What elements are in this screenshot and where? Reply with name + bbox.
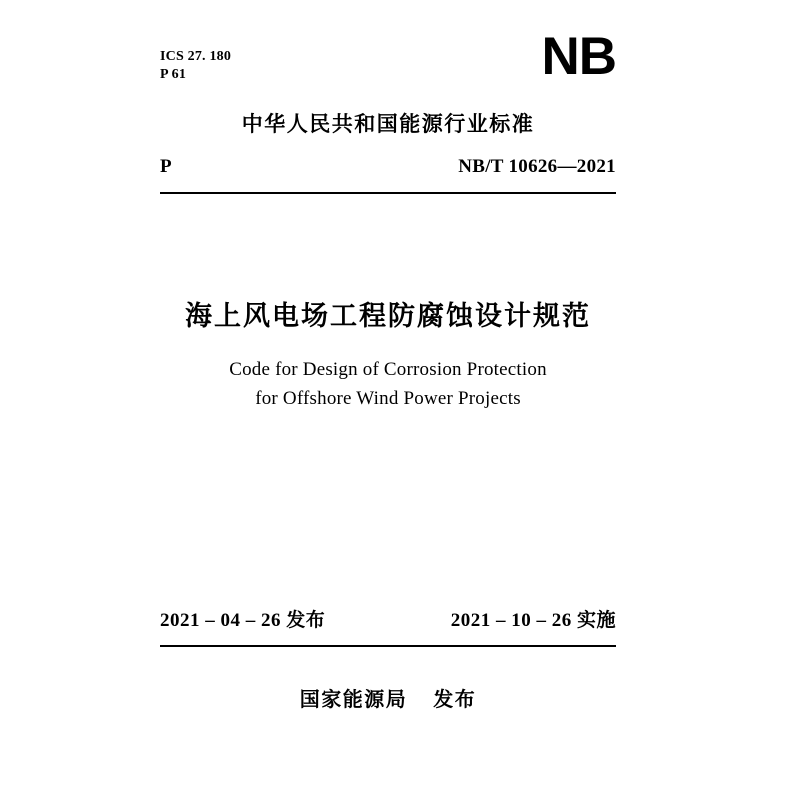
effective-date: 2021 – 10 – 26 实施	[450, 610, 616, 631]
header-row	[160, 0, 616, 86]
dates-row	[160, 605, 616, 633]
standard-code-row	[160, 156, 616, 182]
standard-number: NB/T 10626—2021	[458, 156, 616, 177]
issue-date: 2021 – 04 – 26 发布	[160, 610, 326, 631]
publisher-name: 国家能源局	[299, 689, 408, 711]
cover-content	[160, 0, 616, 800]
ics-code: ICS 27. 180	[160, 49, 232, 64]
nb-logo: NB	[541, 27, 616, 86]
classification-letter: P	[160, 156, 172, 177]
ics-classification	[160, 48, 231, 83]
title-english-line1: Code for Design of Corrosion Protection	[229, 359, 547, 380]
title-chinese: 海上风电场工程防腐蚀设计规范	[185, 301, 591, 331]
publisher-line	[160, 683, 616, 712]
publisher-action: 发布	[433, 689, 477, 711]
title-english-line2: for Offshore Wind Power Projects	[255, 388, 521, 410]
ccs-code: P 61	[160, 66, 187, 82]
divider-top	[160, 192, 616, 194]
issuing-organization: 中华人民共和国能源行业标准	[241, 112, 535, 136]
title-english	[160, 355, 616, 414]
divider-bottom	[160, 645, 616, 647]
